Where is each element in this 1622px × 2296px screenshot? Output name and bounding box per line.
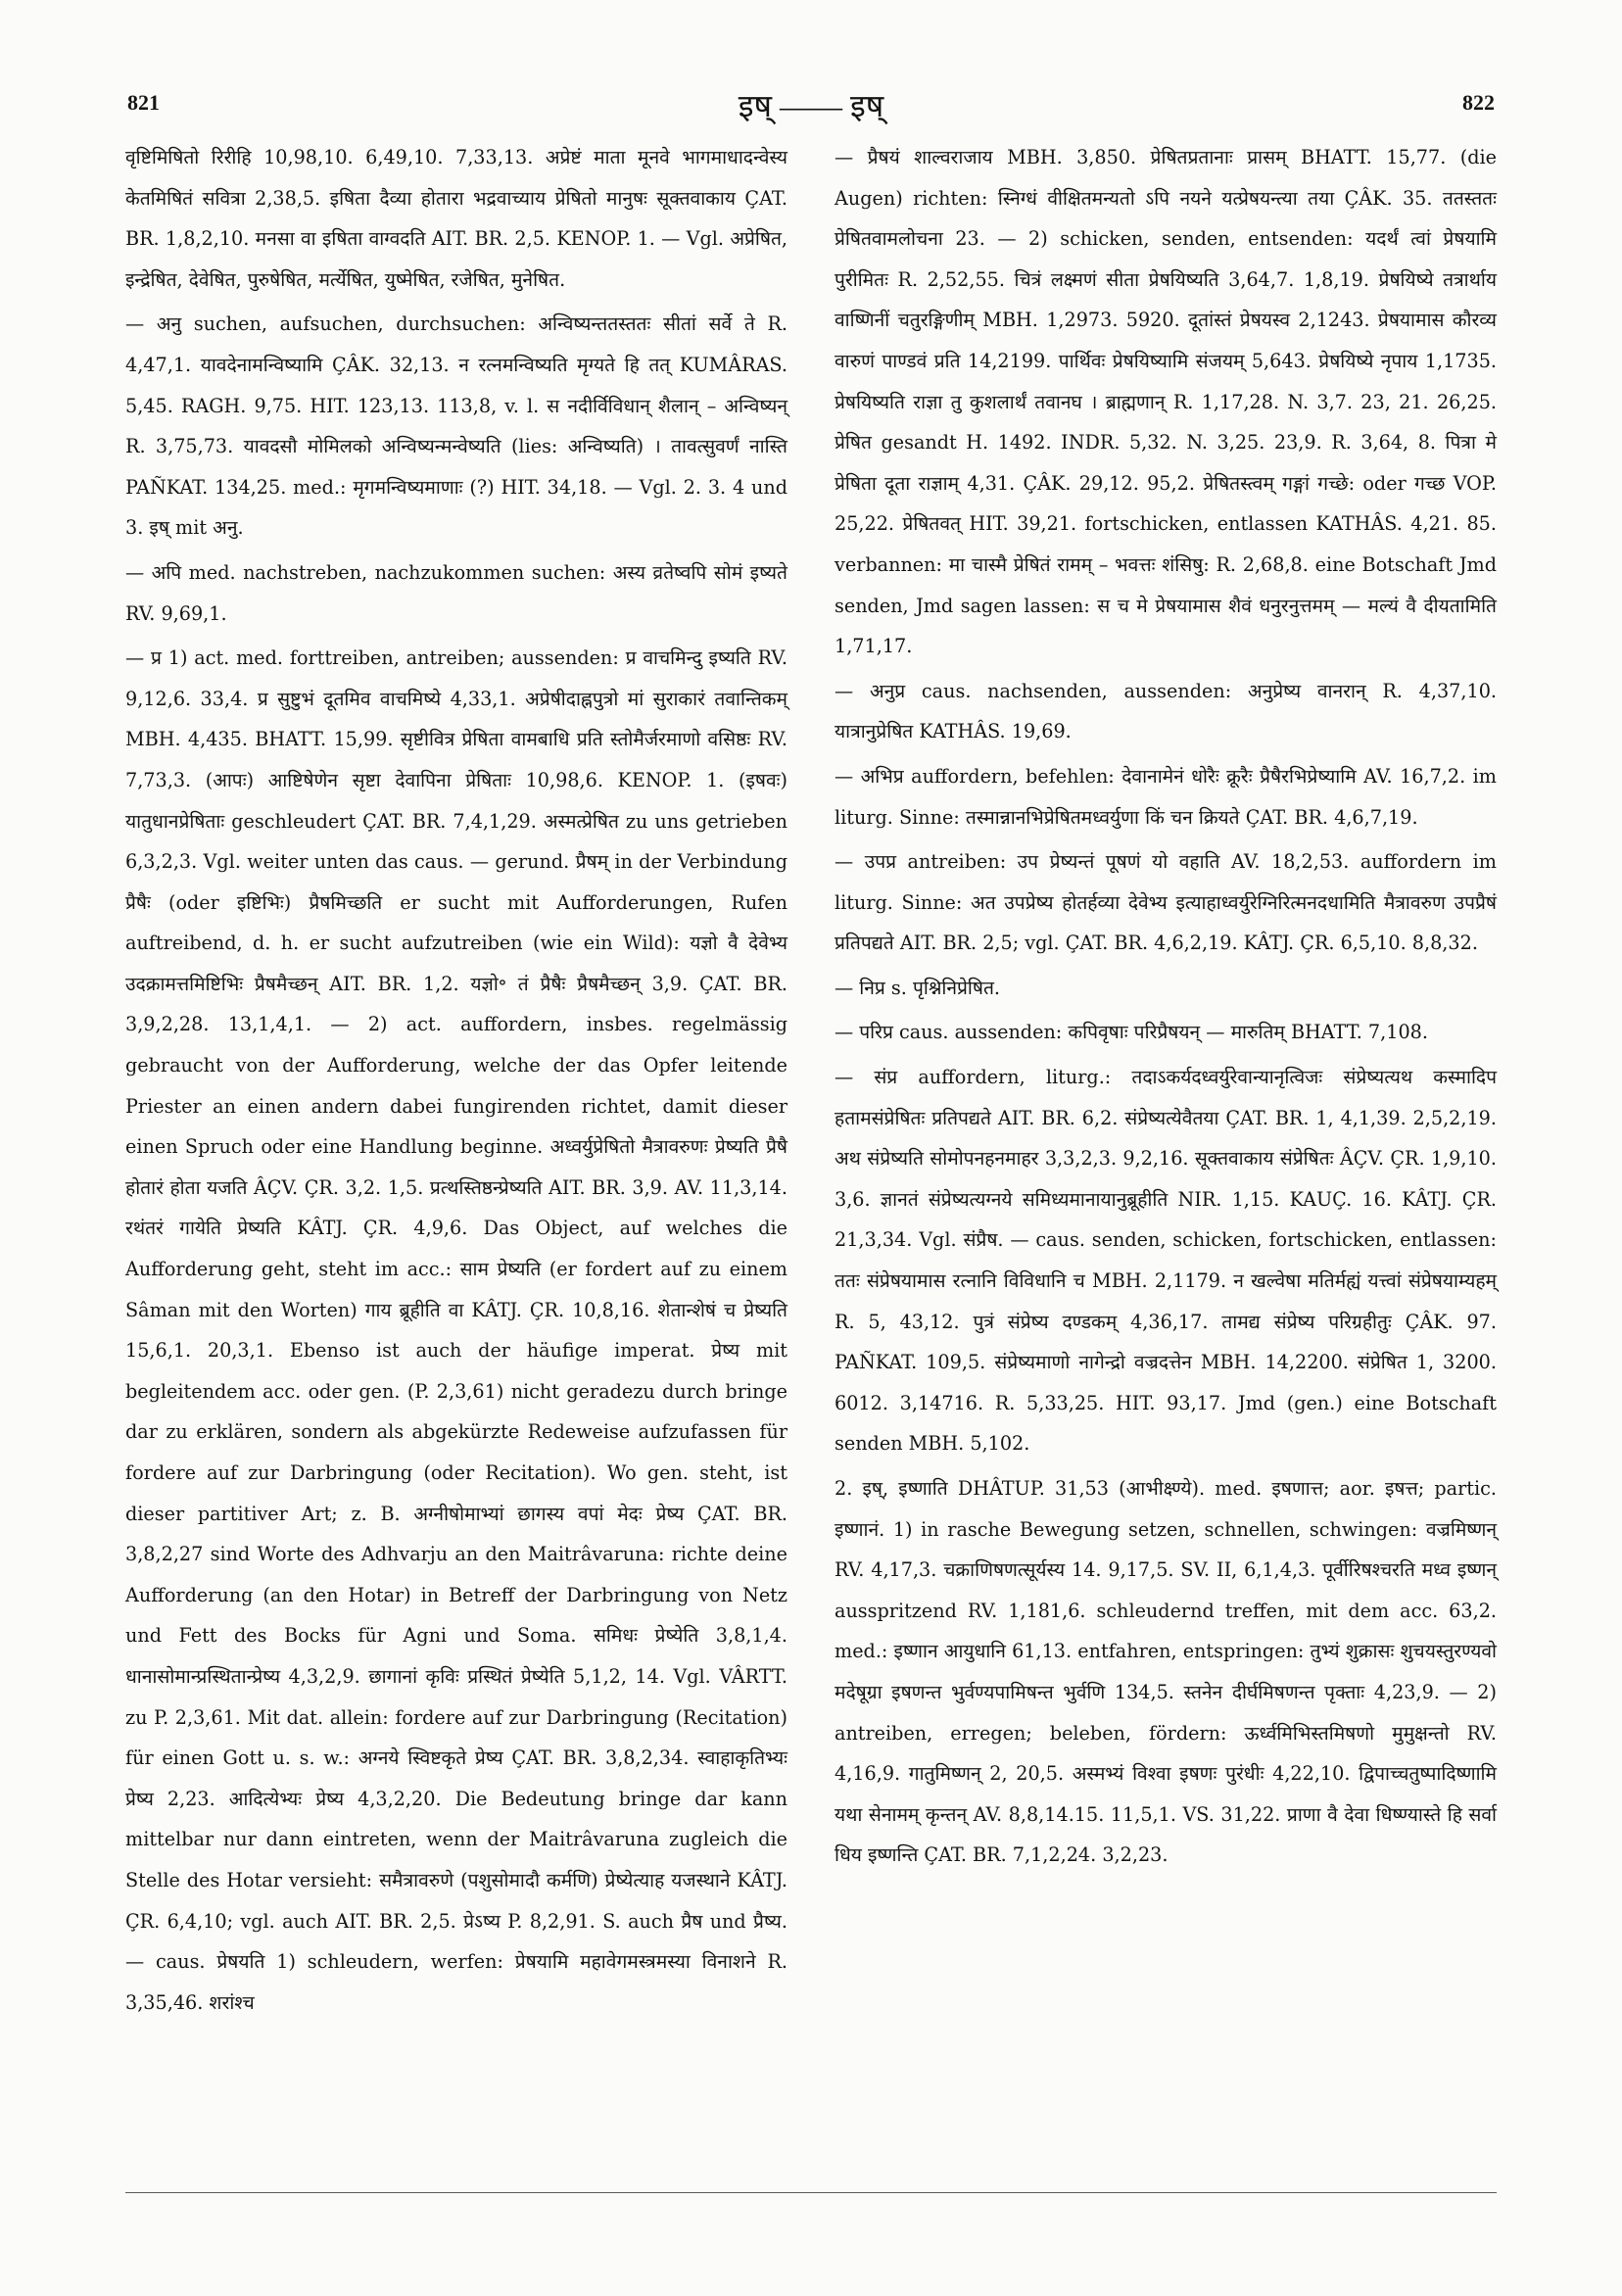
- entry-paragraph: — अभिप्र auffordern, befehlen: देवानामेनं धोरैः क्रूरैः प्रैषैरभिप्रेष्यामि AV. 16,7,2. im liturg. Sinne: तस्मान्नानभिप्रेषितमध्वर्युणा किं चन क्रियते ÇAT. BR. 4,6,7,19.: [835, 764, 1497, 829]
- entry-paragraph: 2. इष्, इष्णाति DHÂTUP. 31,53 (आभीक्ष्ण्ये). med. इषणात्त; aor. इषत्त; partic. इष्णानं. 1) in rasche Bewegung setzen, schnellen, schwingen: वज्रमिष्णन् RV. 4,17,3. चक्राणिषणत्सूर्यस्य 14. 9,17,5. SV. II, 6,1,4,3. पूर्वीरिषश्चरति मध्व इष्णन् ausspritzend RV. 1,181,6. schleudernd treffen, mit dem acc. 63,2. med.: इष्णान आयुधानि 61,13. entfahren, entspringen: तुभ्यं शुक्रासः शुचयस्तुरण्यवो मदेषूग्रा इषणन्त भुर्वण्यपामिषन्त भुर्वणि 134,5. स्तनेन दीर्घमिषणन्त पृक्ताः 4,23,9. — 2) antreiben, erregen; beleben, fördern: ऊर्ध्वमिभिस्तमिषणो मुमुक्षन्तो RV. 4,16,9. गातुमिष्णन् 2, 20,5. अस्मभ्यं विश्वा इषणः पुरंधीः 4,22,10. द्विपाच्चतुष्पादिष्णामि यथा सेनामम् कृन्तन् AV. 8,8,14.15. 11,5,1. VS. 31,22. प्राणा वै देवा धिष्ण्यास्ते हि सर्वा धिय इष्णन्ति ÇAT. BR. 7,1,2,24. 3,2,23.: [835, 1477, 1497, 1867]
- entry-paragraph: — प्रैषयं शाल्वराजाय MBH. 3,850. प्रेषितप्रतानाः प्रासम् BHATT. 15,77. (die Augen) richten: स्निग्धं वीक्षितमन्यतो ऽपि नयने यत्प्रेषयन्त्या तया ÇÂK. 35. ततस्ततः प्रेषितवामलोचना 23. — 2) schicken, senden, entsenden: यदर्थं त्वां प्रेषयामि पुरीमितः R. 2,52,55. चित्रं लक्ष्मणं सीता प्रेषयिष्यति 3,64,7. 1,8,19. प्रेषयिष्ये तत्रार्थाय वाष्णिनीं चतुरङ्गिणीम् MBH. 1,2973. 5920. दूतांस्तं प्रेषयस्व 2,1243. प्रेषयामास कौरव्य वारुणं पाण्डवं प्रति 14,2199. पार्थिवः प्रेषयिष्यामि संजयम् 5,643. प्रेषयिष्ये नृपाय 1,1735. प्रेषयिष्यति राज्ञा तु कुशलार्थं तवानघ । ब्राह्मणान् R. 1,17,28. N. 3,7. 23, 21. 26,25. प्रेषित gesandt H. 1492. INDR. 5,32. N. 3,25. 23,9. R. 3,64, 8. पित्रा मे प्रेषिता दूता राज्ञाम् 4,31. ÇÂK. 29,12. 95,2. प्रेषितस्त्वम् गङ्गां गच्छे: oder गच्छ VOP. 25,22. प्रेषितवत् HIT. 39,21. fortschicken, entlassen KATHÂS. 4,21. 85. verbannen: मा चास्मै प्रेषितं रामम् – भवत्तः शंसिषु: R. 2,68,8. eine Botschaft Jmd senden, Jmd sagen lassen: स च मे प्रेषयामास शैवं धनुरनुत्तमम् — मल्यं वै दीयतामिति 1,71,17.: [835, 146, 1497, 658]
- running-head: इष् —— इष्: [738, 88, 884, 123]
- page-header: [125, 90, 1497, 129]
- right-column: [835, 137, 1497, 1876]
- entry-paragraph: — उपप्र antreiben: उप प्रेष्यन्तं पूषणं यो वहाति AV. 18,2,53. auffordern im liturg. Sinne: अत उपप्रेष्य होतर्हव्या देवेभ्य इत्याहाध्वर्युरेग्निरित्मनदधामिति मैत्रावरुण उपप्रैषं प्रतिपद्यते AIT. BR. 2,5; vgl. ÇAT. BR. 4,6,2,19. KÂTJ. ÇR. 6,5,10. 8,8,32.: [835, 850, 1497, 955]
- entry-paragraph: — अनु suchen, aufsuchen, durchsuchen: अन्विष्यन्ततस्ततः सीतां सर्वे ते R. 4,47,1. यावदेनामन्विष्यामि ÇÂK. 32,13. न रत्नमन्विष्यति मृग्यते हि तत् KUMÂRAS. 5,45. RAGH. 9,75. HIT. 123,13. 113,8, v. l. स नदीर्विविधान् शैलान् – अन्विष्यन् R. 3,75,73. यावदसौ मोमिलको अन्विष्यन्मन्वेष्यति (lies: अन्विष्यति) । तावत्सुवर्णं नास्ति PAÑKAT. 134,25. med.: मृगमन्विष्यमाणाः (?) HIT. 34,18. — Vgl. 2. 3. 4 und 3. इष् mit अनु.: [125, 312, 787, 540]
- entry-paragraph: वृष्टिमिषितो रिरीहि 10,98,10. 6,49,10. 7,33,13. अप्रेष्टं माता मूनवे भागमाधादन्वेस्य केतमिषितं सवित्रा 2,38,5. इषिता दैव्या होतारा भद्रवाच्याय प्रेषितो मानुषः सूक्तवाकाय ÇAT. BR. 1,8,2,10. मनसा वा इषिता वाग्वदति AIT. BR. 2,5. KENOP. 1. — Vgl. अप्रेषित, इन्द्रेषित, देवेषित, पुरुषेषित, मर्त्येषित, युष्मेषित, रजेषित, मुनेषित.: [125, 146, 787, 291]
- entry-paragraph: — निप्र s. पृश्निनिप्रेषित.: [835, 976, 1001, 999]
- entry-paragraph: — परिप्र caus. aussenden: कपिवृषाः परिप्रैषयन् — मारुतिम् BHATT. 7,108.: [835, 1021, 1428, 1044]
- entry-paragraph: — अनुप्र caus. nachsenden, aussenden: अनुप्रेष्य वानरान् R. 4,37,10. यात्रानुप्रेषित KATHÂS. 19,69.: [835, 679, 1497, 743]
- left-column: [125, 137, 787, 2023]
- entry-paragraph: — संप्र auffordern, liturg.: तदाऽकर्यदध्वर्युरेवान्यानृत्विजः संप्रेष्यत्यथ कस्मादिप हतामसंप्रेषितः प्रतिपद्यते AIT. BR. 6,2. संप्रेष्यत्येवैतया ÇAT. BR. 1, 4,1,39. 2,5,2,19. अथ संप्रेष्यति सोमोपनहनमाहर 3,3,2,3. 9,2,16. सूक्तवाकाय संप्रेषितः ÂÇV. ÇR. 1,9,10. 3,6. ज्ञानतं संप्रेष्यत्यग्नये समिध्यमानायानुब्रूहीति NIR. 1,15. KAUÇ. 16. KÂTJ. ÇR. 21,3,34. Vgl. संप्रैष. — caus. senden, schicken, fortschicken, entlassen: ततः संप्रेषयामास रत्नानि विविधानि च MBH. 2,1179. न खल्वेषा मतिर्मह्यं यत्त्वां संप्रेषयाम्यहम् R. 5, 43,12. पुत्रं संप्रेष्य दण्डकम् 4,36,17. तामद्य संप्रेष्य परिग्रहीतुः ÇÂK. 97. PAÑKAT. 109,5. संप्रेष्यमाणो नागेन्द्रो वज्रदत्तेन MBH. 14,2200. संप्रेषित 1, 3200. 6012. 3,14716. R. 5,33,25. HIT. 93,17. Jmd (gen.) eine Botschaft senden MBH. 5,102.: [835, 1066, 1497, 1456]
- entry-paragraph: — प्र 1) act. med. forttreiben, antreiben; aussenden: प्र वाचमिन्दु इष्यति RV. 9,12,6. 33,4. प्र सुष्टुभं दूतमिव वाचमिष्ये 4,33,1. अप्रेषीदाह्नपुत्रो मां सुराकारं तवान्तिकम् MBH. 4,435. BHATT. 15,99. सृष्टीवित्र प्रेषिता वामबाधि प्रति स्तोमैर्जरमाणो वसिष्ठः RV. 7,73,3. (आपः) आष्टिषेणेन सृष्टा देवापिना प्रेषिताः 10,98,6. KENOP. 1. (इषवः) यातुधानप्रेषिताः geschleudert ÇAT. BR. 7,4,1,29. अस्मत्प्रेषित zu uns getrieben 6,3,2,3. Vgl. weiter unten das caus. — gerund. प्रैषम् in der Verbindung प्रैषैः (oder इष्टिभिः) प्रैषमिच्छति er sucht mit Aufforderungen, Rufen auftreibend, d. h. er sucht aufzutreiben (wie ein Wild): यज्ञो वै देवेभ्य उदक्रामत्तमिष्टिभिः प्रैषमैच्छन् AIT. BR. 1,2. यज्ञो॰ तं प्रैषैः प्रैषमैच्छन् 3,9. ÇAT. BR. 3,9,2,28. 13,1,4,1. — 2) act. auffordern, insbes. regelmässig gebraucht von der Aufforderung, welche der das Opfer leitende Priester an einen andern dabei fungirenden richtet, damit dieser einen Spruch oder eine Handlung beginne. अध्वर्युप्रेषितो मैत्रावरुणः प्रेष्यति प्रैषै होतारं होता यजति ÂÇV. ÇR. 3,2. 1,5. प्रत्थस्तिष्ठन्प्रेष्यति AIT. BR. 3,9. AV. 11,3,14. रथंतरं गायेति प्रेष्यति KÂTJ. ÇR. 4,9,6. Das Object, auf welches die Aufforderung geht, steht im acc.: साम प्रेष्यति (er fordert auf zu einem Sâman mit den Worten) गाय ब्रूहीति वा KÂTJ. ÇR. 10,8,16. शेतान्शेषं च प्रेष्यति 15,6,1. 20,3,1. Ebenso ist auch der häufige imperat. प्रेष्य mit begleitendem acc. oder gen. (P. 2,3,61) nicht geradezu durch bringe dar zu erklären, sondern als abgekürzte Redeweise aufzufassen für fordere auf zur Darbringung (oder Recitation). Wo gen. steht, ist dieser partitiver Art; z. B. अग्नीषोमाभ्यां छागस्य वपां मेदः प्रेष्य ÇAT. BR. 3,8,2,27 sind Worte des Adhvarju an den Maitrâvaruna: richte deine Aufforderung (an den Hotar) in Betreff der Darbringung von Netz und Fett des Bocks für Agni und Soma. समिधः प्रेष्येति 3,8,1,4. धानासोमान्प्रस्थितान्प्रेष्य 4,3,2,9. छागानां कृविः प्रस्थितं प्रेष्येति 5,1,2, 14. Vgl. VÂRTT. zu P. 2,3,61. Mit dat. allein: fordere auf zur Darbringung (Recitation) für einen Gott u. s. w.: अग्नये स्विष्टकृते प्रेष्य ÇAT. BR. 3,8,2,34. स्वाहाकृतिभ्यः प्रेष्य 2,23. आदित्येभ्यः प्रेष्य 4,3,2,20. Die Bedeutung bringe dar kann mittelbar nur dann eintreten, wenn der Maitrâvaruna zugleich die Stelle des Hotar versieht: समैत्रावरुणे (पशुसोमादौ कर्मणि) प्रेष्येत्याह यजस्थाने KÂTJ. ÇR. 6,4,10; vgl. auch AIT. BR. 2,5. प्रेऽष्य P. 8,2,91. S. auch प्रैष und प्रैष्य. — caus. प्रेषयति 1) schleudern, werfen: प्रेषयामि महावेगमस्त्रमस्या विनाशने R. 3,35,46. शरांश्च: [125, 646, 787, 2014]
- entry-paragraph: — अपि med. nachstreben, nachzukommen suchen: अस्य व्रतेष्वपि सोमं इष्यते RV. 9,69,1.: [125, 560, 787, 625]
- page-number-right: 822: [1462, 90, 1495, 115]
- page-number-left: 821: [127, 90, 160, 115]
- footer-rule: [125, 2192, 1497, 2193]
